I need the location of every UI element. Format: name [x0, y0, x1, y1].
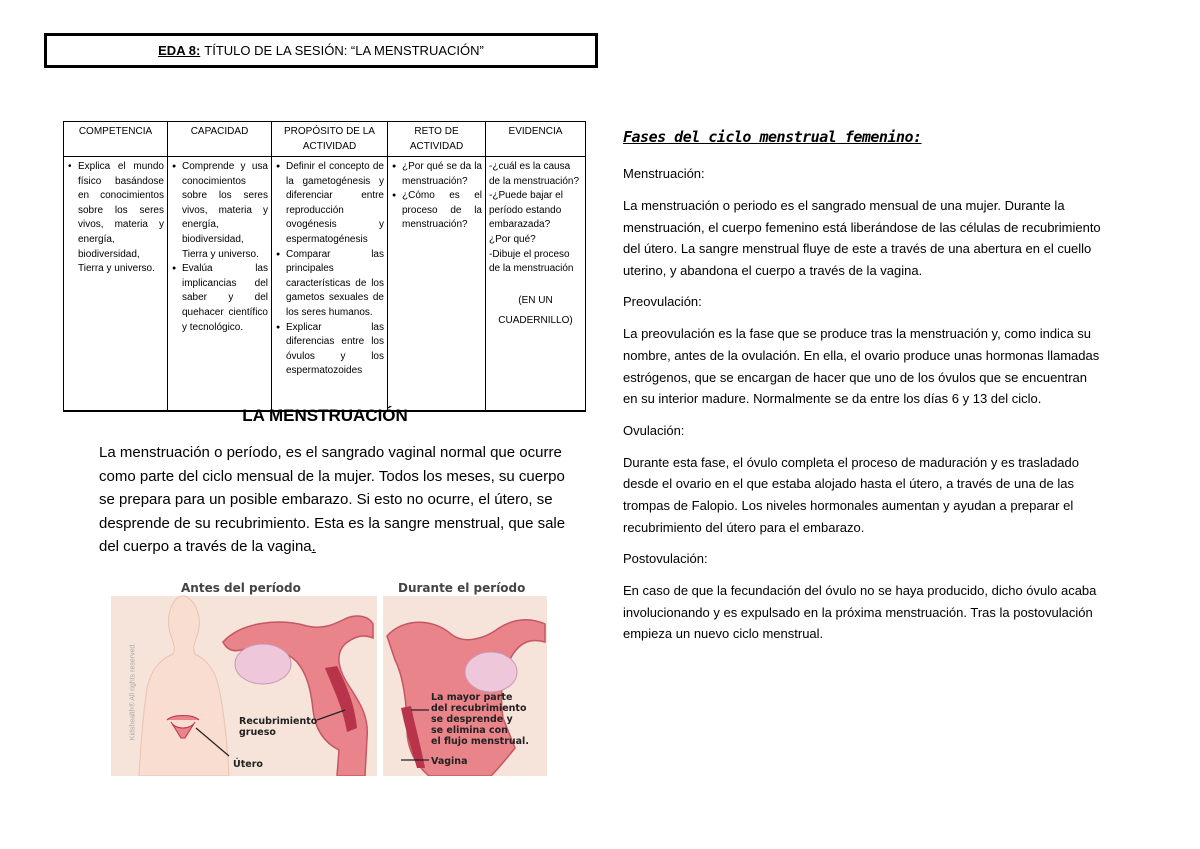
list-item: -¿cuál es la causa de la menstruación?	[489, 161, 580, 187]
header-proposito: PROPÓSITO DE LA ACTIVIDAD	[272, 122, 388, 157]
list-item: ● ¿Por qué se da la menstruación?	[402, 160, 482, 189]
list-item: ● Comprende y usa conocimientos sobre los seres vivos, materia y energía, biodiversidad, Tierra y universo.	[182, 160, 268, 262]
ann-shed-line-5: el flujo menstrual.	[431, 736, 529, 747]
eda-label: EDA 8:	[158, 43, 201, 58]
ann-lining-line-1: Recubrimiento	[239, 716, 318, 727]
header-capacidad: CAPACIDAD	[168, 122, 272, 157]
table-header-row	[64, 122, 586, 157]
phase-text: Durante esta fase, el óvulo completa el proceso de maduración y es trasladado desde el ovario en el que estaba alojado hasta el útero, a través de una de las trompas de Falopio. Los niveles hormonales aumentan y ayudan a preparar el recubrimiento del útero para el embarazo.	[623, 454, 1079, 535]
intro-paragraph	[99, 441, 569, 559]
list-item: ¿Por qué?	[489, 233, 536, 245]
session-title-box	[44, 33, 598, 68]
menstruation-illustration	[111, 578, 547, 776]
header-evidencia: EVIDENCIA	[486, 122, 586, 157]
phase-text: En caso de que la fecundación del óvulo no se haya producido, dicho óvulo acaba involucionando y es expulsado en la próxima menstruación. Tras la postovulación empieza un nuevo ciclo menstrual.	[623, 583, 1097, 642]
list-item: ● Evalúa las implicancias del saber y del quehacer científico y tecnológico.	[182, 262, 268, 335]
ann-shed-line-4: se elimina con	[431, 725, 508, 736]
ann-shed	[431, 692, 529, 747]
evidence-note-line-2: CUADERNILLO)	[498, 314, 573, 326]
evidence-note-line-1: (EN UN	[518, 294, 553, 306]
intro-text: La menstruación o período, es el sangrado vaginal normal que ocurre como parte del ciclo mensual de la mujer. Todos los meses, su cuerpo se prepara para un posible embarazo. Si esto no ocurre, el útero, se desprende de su recubrimiento. Esta es la sangre menstrual, que sale del cuerpo a través de la vagina	[99, 444, 566, 555]
ann-shed-line-1: La mayor parte	[431, 692, 513, 703]
phase-heading: Postovulación:	[623, 551, 708, 567]
competency-table	[63, 121, 586, 412]
header-competencia: COMPETENCIA	[64, 122, 168, 157]
cell-evidencia	[486, 157, 586, 412]
list-item: • Explica el mundo físico basándose en conocimientos sobre los seres vivos, materia y energía, biodiversidad, Tierra y universo.	[78, 160, 164, 277]
cell-proposito	[272, 157, 388, 412]
ann-shed-line-2: del recubrimiento	[431, 703, 527, 714]
list-item: ● ¿Cómo es el proceso de la menstruación?	[402, 189, 482, 233]
ovary-before	[235, 644, 291, 684]
copyright-watermark: Kidshealth® All rights reserved.	[129, 642, 137, 741]
table-row	[64, 157, 586, 412]
list-item: ● Comparar las principales características de los gametos sexuales de los seres humanos.	[286, 248, 384, 321]
section-title: LA MENSTRUACIÓN	[242, 406, 408, 425]
phase-heading: Ovulación:	[623, 422, 685, 438]
list-item: -¿Puede bajar el período estando embarazada?	[489, 190, 563, 231]
ann-uterus: Útero	[233, 759, 263, 770]
session-title: TÍTULO DE LA SESIÓN: “LA MENSTRUACIÓN”	[204, 43, 484, 58]
list-item: ● Definir el concepto de la gametogénesis y diferenciar entre reproducción ovogénesis y espermatogénesis	[286, 160, 384, 248]
ovary-during	[465, 652, 517, 692]
list-item: -Dibuje el proceso de la menstruación	[489, 248, 574, 275]
ann-lining-line-2: grueso	[239, 727, 276, 738]
intro-end: .	[311, 538, 316, 555]
phase-text: La menstruación o periodo es el sangrado mensual de una mujer. Durante la menstruación, el cuerpo femenino está liberándose de las células de recubrimiento del útero. La sangre menstrual fluye de este a través de una abertura en el cuello uterino, y abandona el cuerpo a través de la vagina.	[623, 198, 1101, 278]
ann-lining	[239, 716, 317, 738]
cell-competencia	[64, 157, 168, 412]
cell-capacidad	[168, 157, 272, 412]
label-before: Antes del período	[181, 581, 301, 595]
header-reto: RETO DE ACTIVIDAD	[388, 122, 486, 157]
ann-shed-line-3: se desprende y	[431, 714, 513, 725]
phases-column	[623, 122, 1103, 656]
phase-heading: Menstruación:	[623, 166, 705, 181]
phase-text: La preovulación es la fase que se produce tras la menstruación y, como indica su nombre, antes de la ovulación. En ella, el ovario produce unas hormonas llamadas estrógenos, que se encargan de hacer que uno de los óvulos que se encuentran en su interior madure. Normalmente se da entre los días 6 y 13 del ciclo.	[623, 326, 1100, 407]
cell-reto	[388, 157, 486, 412]
list-item: ● Explicar las diferencias entre los óvulos y los espermatozoides	[286, 321, 384, 379]
label-during: Durante el período	[398, 581, 526, 595]
phases-title: Fases del ciclo menstrual femenino:	[623, 128, 922, 146]
phase-heading: Preovulación:	[623, 294, 702, 310]
ann-vagina: Vagina	[431, 756, 468, 767]
evidence-note	[489, 291, 582, 331]
